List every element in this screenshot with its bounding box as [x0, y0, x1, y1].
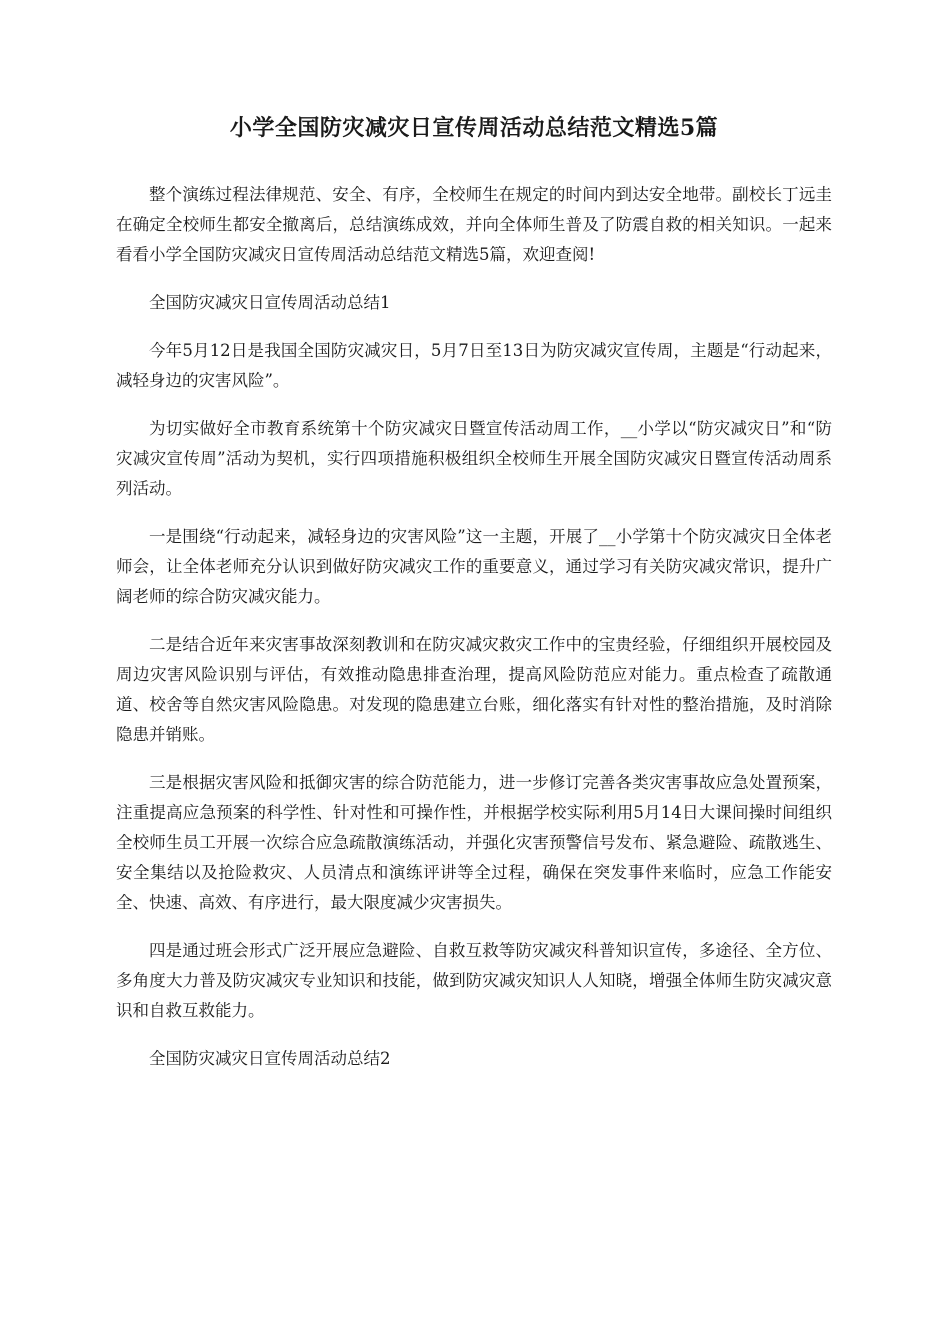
- intro-paragraph: 整个演练过程法律规范、安全、有序，全校师生在规定的时间内到达安全地带。副校长丁远圭在确定全校师生都安全撤离后，总结演练成效，并向全体师生普及了防震自救的相关知识。一起来看看小学全国防灾减灾日宣传周活动总结范文精选5篇，欢迎查阅!: [116, 185, 832, 264]
- body-paragraph: 今年5月12日是我国全国防灾减灾日，5月7日至13日为防灾减灾宣传周，主题是“行动起来，减轻身边的灾害风险”。: [116, 341, 832, 390]
- section-heading-1: 全国防灾减灾日宣传周活动总结1: [149, 293, 391, 312]
- body-paragraph: 三是根据灾害风险和抵御灾害的综合防范能力，进一步修订完善各类灾害事故应急处置预案，注重提高应急预案的科学性、针对性和可操作性，并根据学校实际利用5月14日大课间操时间组织全校师生员工开展一次综合应急疏散演练活动，并强化灾害预警信号发布、紧急避险、疏散逃生、安全集结以及抢险救灾、人员清点和演练评讲等全过程，确保在突发事件来临时，应急工作能安全、快速、高效、有序进行，最大限度减少灾害损失。: [116, 773, 832, 912]
- body-paragraph: 为切实做好全市教育系统第十个防灾减灾日暨宣传活动周工作，__小学以“防灾减灾日”和“防灾减灾宣传周”活动为契机，实行四项措施积极组织全校师生开展全国防灾减灾日暨宣传活动周系列活动。: [116, 419, 832, 498]
- body-paragraph: 四是通过班会形式广泛开展应急避险、自救互救等防灾减灾科普知识宣传，多途径、全方位、多角度大力普及防灾减灾专业知识和技能，做到防灾减灾知识人人知晓，增强全体师生防灾减灾意识和自救互救能力。: [116, 941, 832, 1020]
- body-paragraph: 一是围绕“行动起来，减轻身边的灾害风险”这一主题，开展了__小学第十个防灾减灾日全体老师会，让全体老师充分认识到做好防灾减灾工作的重要意义，通过学习有关防灾减灾常识，提升广阔老师的综合防灾减灾能力。: [116, 527, 832, 606]
- document-title: 小学全国防灾减灾日宣传周活动总结范文精选5篇: [229, 115, 719, 141]
- body-paragraph: 二是结合近年来灾害事故深刻教训和在防灾减灾救灾工作中的宝贵经验，仔细组织开展校园及周边灾害风险识别与评估，有效推动隐患排查治理，提高风险防范应对能力。重点检查了疏散通道、校舍等自然灾害风险隐患。对发现的隐患建立台账，细化落实有针对性的整治措施，及时消除隐患并销账。: [116, 635, 832, 744]
- section-heading-2: 全国防灾减灾日宣传周活动总结2: [149, 1049, 391, 1068]
- document-page: [116, 112, 832, 1092]
